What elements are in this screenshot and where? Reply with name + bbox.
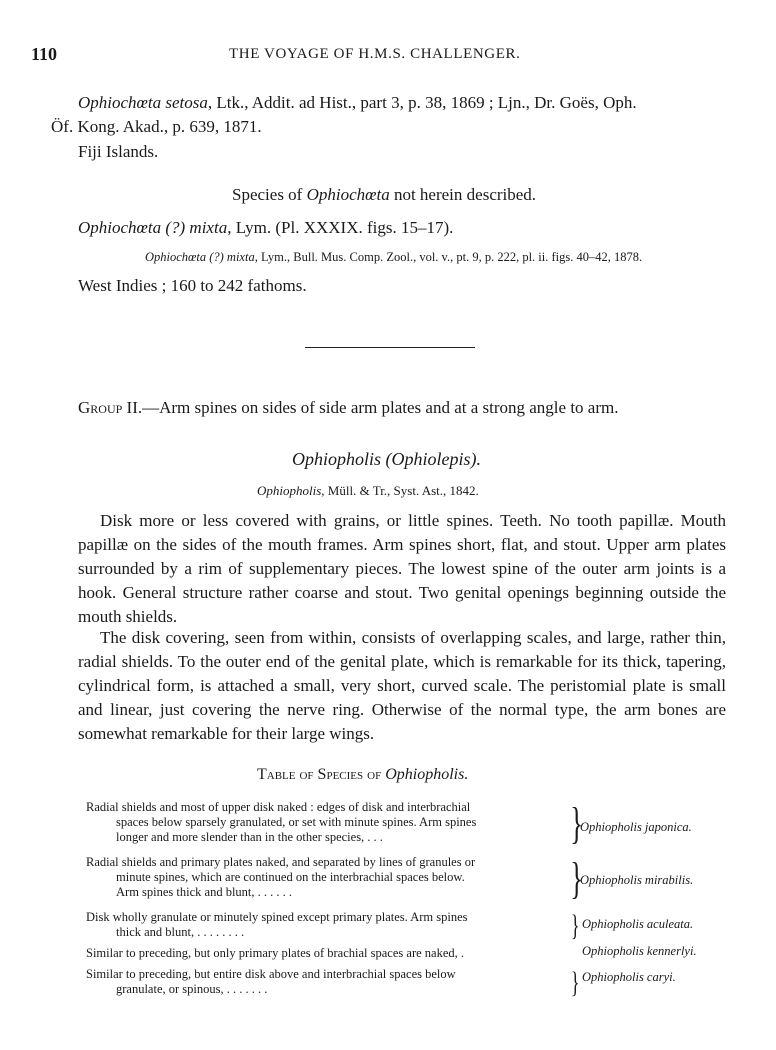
genus-ref-name: Ophiopholis	[257, 483, 322, 498]
heading-pre: Species of	[232, 185, 307, 204]
description-paragraph-1	[78, 509, 726, 629]
species-name: Ophiopholis caryi.	[582, 970, 676, 984]
brace-icon: }	[570, 966, 580, 999]
setosa-locality: Fiji Islands.	[78, 142, 159, 161]
brace-icon: }	[570, 799, 583, 848]
species-name: Ophiopholis japonica.	[580, 820, 692, 834]
genus-ref-text: , Müll. & Tr., Syst. Ast., 1842.	[321, 483, 479, 498]
page-number: 110	[31, 44, 58, 64]
table-row	[86, 967, 456, 997]
brace-icon: }	[570, 909, 580, 942]
mixta-ref-name: Ophiochœta (?) mixta	[145, 250, 255, 264]
setosa-reference-line2: Öf. Kong. Akad., p. 639, 1871.	[51, 117, 262, 136]
table-row	[86, 910, 468, 940]
not-described-heading	[232, 185, 536, 205]
row-line: Radial shields and primary plates naked, and separated by lines of granules or	[86, 855, 476, 869]
row-line: Similar to preceding, but entire disk above and interbrachial spaces below	[86, 967, 456, 981]
para2-text: The disk covering, seen from within, consists of overlapping scales, and large, rather thin, radial shields. To the outer end of the genital plate, which is remarkable for its thick, tapering, cylindrical form, is attached a small, very short, curved scale. The peristomial plate is small and linear, just covering the nerve ring. Otherwise of the normal type, the arm bones are somewhat remarkable for their large wings.	[78, 628, 726, 743]
species-name: Ophiopholis aculeata.	[582, 917, 694, 931]
species-name: Ophiopholis kennerlyi.	[582, 944, 697, 958]
table-title	[257, 766, 468, 784]
row-line: thick and blunt, . . . . . . . .	[116, 925, 245, 939]
table-row	[86, 946, 464, 961]
mixta-name: Ophiochœta (?) mixta	[78, 218, 228, 237]
mixta-reference	[145, 250, 642, 265]
table-row	[86, 855, 475, 900]
mixta-entry	[78, 218, 453, 238]
group-heading	[78, 398, 618, 418]
heading-post: not herein described.	[389, 185, 537, 204]
genus-reference	[257, 483, 479, 499]
genus-title: Ophiopholis (Ophiolepis).	[292, 449, 481, 469]
heading-genus: Ophiochœta	[306, 185, 390, 204]
description-paragraph-2	[78, 626, 726, 746]
brace-icon: }	[570, 854, 583, 903]
running-title: THE VOYAGE OF H.M.S. CHALLENGER.	[229, 46, 521, 62]
table-title-genus: Ophiopholis.	[385, 766, 469, 783]
row-line: longer and more slender than in the other species, . . .	[116, 830, 383, 844]
row-line: Disk wholly granulate or minutely spined except primary plates. Arm spines	[86, 910, 468, 924]
section-divider	[305, 347, 475, 348]
table-title-pre: Table of Species of	[257, 766, 386, 783]
para1-text: Disk more or less covered with grains, or little spines. Teeth. No tooth papillæ. Mouth papillæ on the sides of the mouth frames. Arm spines short, flat, and stout. Upper arm plates surrounded by a rim of supplementary pieces. The lowest spine of the outer arm joints is a hook. General structure rather coarse and stout. Two genital openings beginning outside the mouth shields.	[78, 511, 726, 626]
group-label: Group II.	[78, 398, 143, 417]
setosa-ref-text: , Ltk., Addit. ad Hist., part 3, p. 38, 1869 ; Ljn., Dr. Goës, Oph.	[207, 93, 637, 112]
row-line: Radial shields and most of upper disk naked : edges of disk and interbrachial	[86, 800, 471, 814]
row-line: granulate, or spinous, . . . . . . .	[116, 982, 268, 996]
species-name: Ophiopholis mirabilis.	[580, 873, 694, 887]
group-text: —Arm spines on sides of side arm plates and at a strong angle to arm.	[142, 398, 619, 417]
setosa-reference-line1	[78, 93, 637, 113]
mixta-locality: West Indies ; 160 to 242 fathoms.	[78, 276, 307, 295]
table-row	[86, 800, 476, 845]
setosa-name: Ophiochœta setosa	[78, 93, 208, 112]
row-line: Arm spines thick and blunt, . . . . . .	[116, 885, 293, 899]
row-line: Similar to preceding, but only primary plates of brachial spaces are naked, .	[86, 946, 464, 960]
row-line: minute spines, which are continued on the interbrachial spaces below.	[116, 870, 465, 884]
row-line: spaces below sparsely granulated, or set with minute spines. Arm spines	[116, 815, 477, 829]
mixta-author: , Lym. (Pl. XXXIX. figs. 15–17).	[227, 218, 454, 237]
mixta-ref-text: , Lym., Bull. Mus. Comp. Zool., vol. v., pt. 9, p. 222, pl. ii. figs. 40–42, 1878.	[254, 250, 643, 264]
